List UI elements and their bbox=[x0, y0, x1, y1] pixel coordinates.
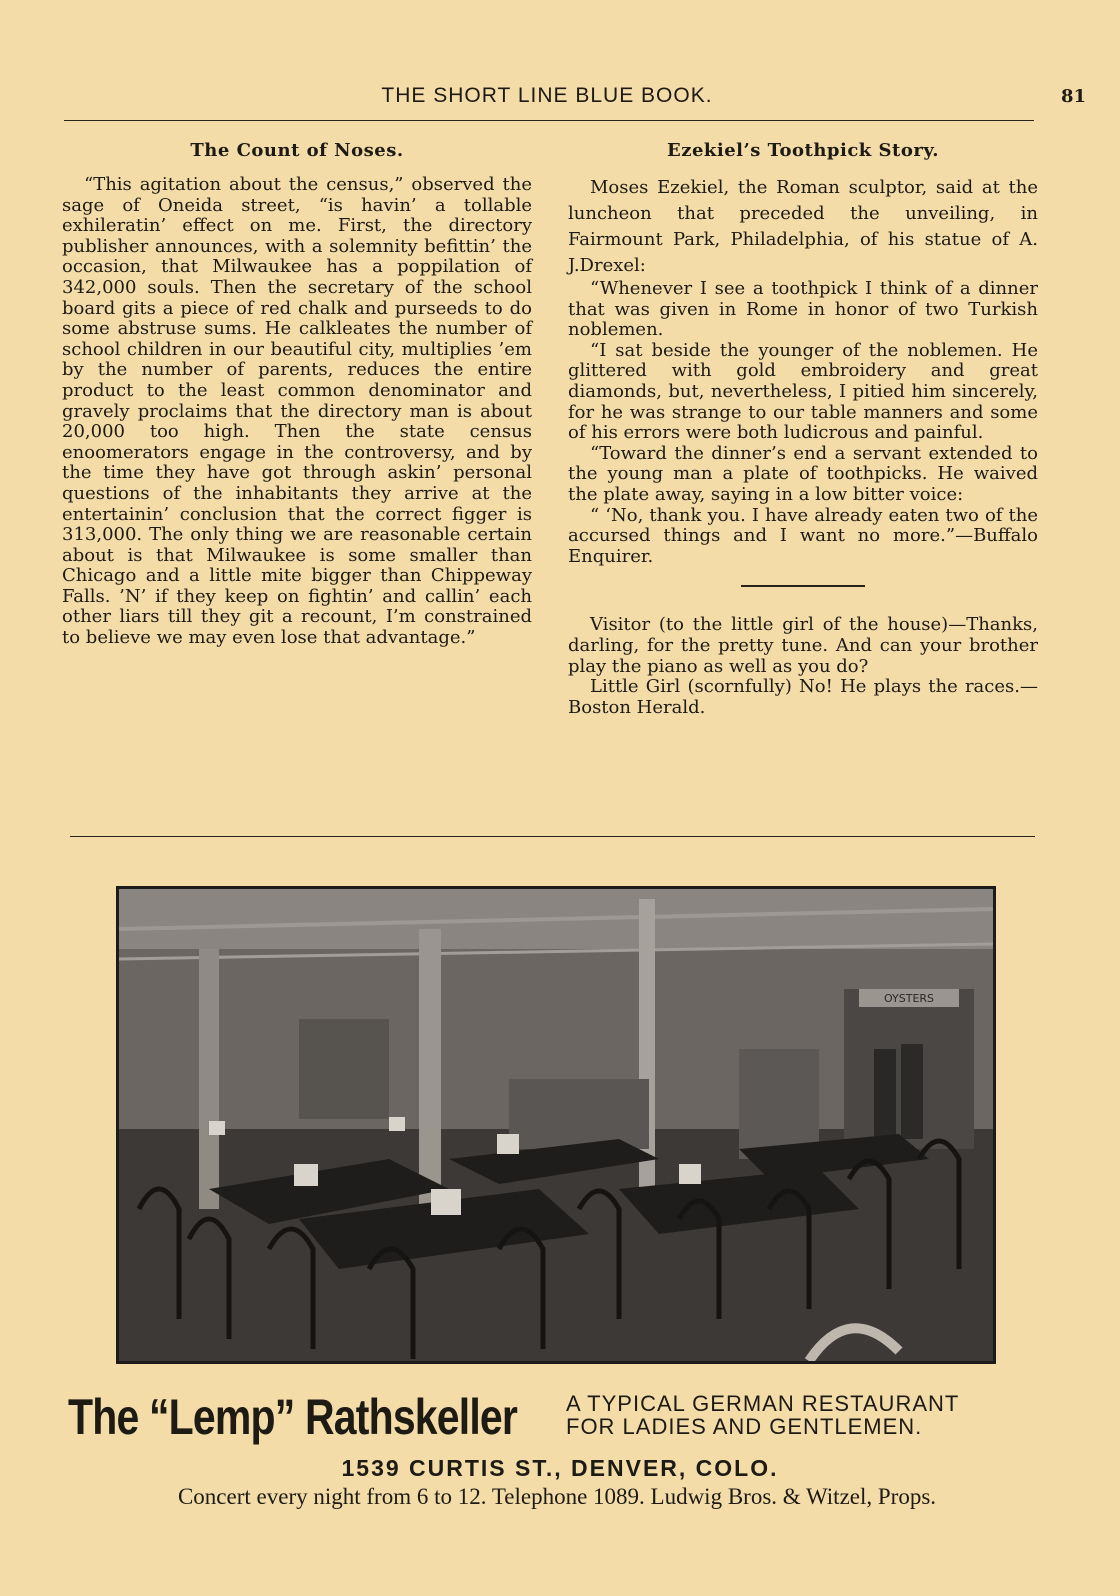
article-paragraph: “I sat beside the younger of the noblemen. He glittered with gold embroidery and great diamonds, but, nevertheless, I pitied him sincerely, for he was strange to our table manners and some of his errors were both ludicrous and painful. bbox=[568, 339, 1038, 444]
restaurant-name: The “Lemp” Rathskeller bbox=[68, 1389, 518, 1445]
restaurant-address: 1539 CURTIS ST., DENVER, COLO. bbox=[341, 1455, 779, 1481]
tagline-line-2: FOR LADIES AND GENTLEMEN. bbox=[566, 1414, 923, 1439]
article-title-toothpick-story: Ezekiel’s Toothpick Story. bbox=[667, 140, 939, 161]
restaurant-footer: Concert every night from 6 to 12. Telephone 1089. Ludwig Bros. & Witzel, Props. bbox=[177, 1484, 937, 1509]
tagline-line-1: A TYPICAL GERMAN RESTAURANT bbox=[566, 1391, 960, 1416]
section-rule bbox=[70, 836, 1035, 837]
left-column bbox=[62, 140, 532, 649]
joke-paragraph: Little Girl (scornfully) No! He plays the races.—Boston Herald. bbox=[568, 676, 1038, 718]
article-paragraph: Moses Ezekiel, the Roman sculptor, said at the luncheon that preceded the unveiling, in Fairmount Park, Philadelphia, of his statue of A. J.Drexel: bbox=[568, 177, 1038, 276]
article-paragraph: “This agitation about the census,” observed the sage of Oneida street, “is havin’ a tollable exhileratin’ effect on me. First, the directory publisher announces, with a solemnity befittin’ the occasion, that Milwaukee has a poppilation of 342,000 souls. Then the secretary of the school board gits a piece of red chalk and purseeds to do some abstruse sums. He calkleates the number of school children in our beautiful city, multiplies ’em by the number of parents, reduces the entire product to the least common denominator and gravely proclaims that the directory man is about 20,000 too high. Then the state census enoomerators engage in the controversy, and by the time they have got through askin’ personal questions of the inhabitants they arrive at the entertainin’ conclusion that the correct figger is 313,000. The only thing we are reasonable certain about is that Milwaukee is some smaller than Chicago and a little mite bigger than Chippeway Falls. ’N’ if they keep on fightin’ and callin’ each other liars till they git a recount, I’m constrained to believe we may even lose that advantage.” bbox=[62, 174, 532, 649]
article-paragraph: “Whenever I see a toothpick I think of a dinner that was given in Rome in honor of two Turkish noblemen. bbox=[568, 278, 1038, 341]
article-title-count-of-noses: The Count of Noses. bbox=[190, 140, 404, 161]
article-paragraph: “ ‘No, thank you. I have already eaten two of the accursed things and I want no more.”—Buffalo Enquirer. bbox=[568, 504, 1038, 567]
running-head bbox=[64, 84, 1086, 114]
running-title: THE SHORT LINE BLUE BOOK. bbox=[381, 84, 713, 107]
article-paragraph: “Toward the dinner’s end a servant extended to the young man a plate of toothpicks. He waived the plate away, saying in a low bitter voice: bbox=[568, 442, 1038, 505]
restaurant-interior-illustration bbox=[119, 889, 993, 1361]
header-rule bbox=[64, 120, 1034, 121]
restaurant-photo bbox=[116, 886, 996, 1364]
joke-paragraph: Visitor (to the little girl of the house)—Thanks, darling, for the pretty tune. And can your brother play the piano as well as you do? bbox=[568, 614, 1038, 677]
section-divider bbox=[741, 585, 865, 587]
right-column bbox=[568, 140, 1038, 718]
page-number: 81 bbox=[1060, 86, 1086, 107]
advertisement-heading bbox=[68, 1388, 1048, 1454]
restaurant-tagline bbox=[566, 1392, 1036, 1438]
oysters-sign-text: OYSTERS bbox=[883, 992, 935, 1005]
